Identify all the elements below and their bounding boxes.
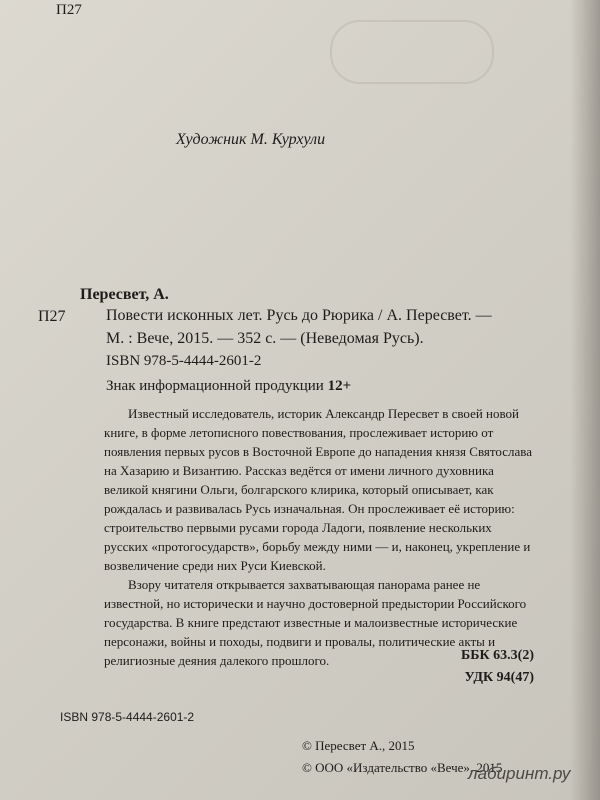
artist-credit: Художник М. Курхули: [176, 131, 326, 148]
info-mark-label: Знак информационной продукции: [106, 378, 324, 394]
show-through-emblem: [330, 20, 494, 84]
bib-author: Пересвет, А.: [80, 286, 169, 303]
bib-isbn: ISBN 978-5-4444-2601-2: [106, 353, 262, 369]
top-catalog-code: П27: [56, 2, 82, 18]
bib-title-line: Повести исконных лет. Русь до Рюрика / А. Пересвет. —: [106, 307, 492, 324]
footer-isbn: ISBN 978-5-4444-2601-2: [60, 710, 195, 724]
bib-side-code: П27: [38, 308, 66, 325]
annotation-paragraph-1: Известный исследователь, историк Александр Пересвет в своей новой книге, в форме летописного повествования, прослеживает историю от появления первых русов в Восточной Европе до нападения князя Святослава на Хазарию и Византию. Рассказ ведётся от имени личного духовника великой княгини Ольги, болгарского клирика, который описывает, как рождалась и развивалась Русь изначальная. Он прослеживает её историю: строительство первыми русами города Ладоги, появление нескольких русских «протогосударств», борьбу между ними — и, наконец, укрепление и возвеличение среди них Руси Киевской.: [104, 406, 532, 573]
annotation-paragraph-2: Взору читателя открывается захватывающая панорама ранее не известной, но исторически и научно достоверной предыстории Российского государства. В книге предстают известные и малоизвестные исторические персонажи, войны и походы, подвиги и провалы, политические акты и религиозные деяния далекого прошлого.: [104, 577, 527, 668]
bib-publication-line: М. : Вече, 2015. — 352 с. — (Неведомая Русь).: [106, 330, 424, 347]
age-rating: 12+: [327, 378, 352, 394]
page-edge-shadow: [570, 0, 600, 800]
copyright-publisher: © ООО «Издательство «Вече», 2015: [302, 760, 503, 775]
bbk-code: ББК 63.3(2): [461, 648, 534, 663]
info-product-mark: [106, 378, 351, 395]
udk-code: УДК 94(47): [464, 670, 534, 685]
copyright-author: © Пересвет А., 2015: [302, 738, 415, 753]
annotation: [104, 404, 534, 670]
watermark: лабиринт.ру: [468, 764, 571, 783]
